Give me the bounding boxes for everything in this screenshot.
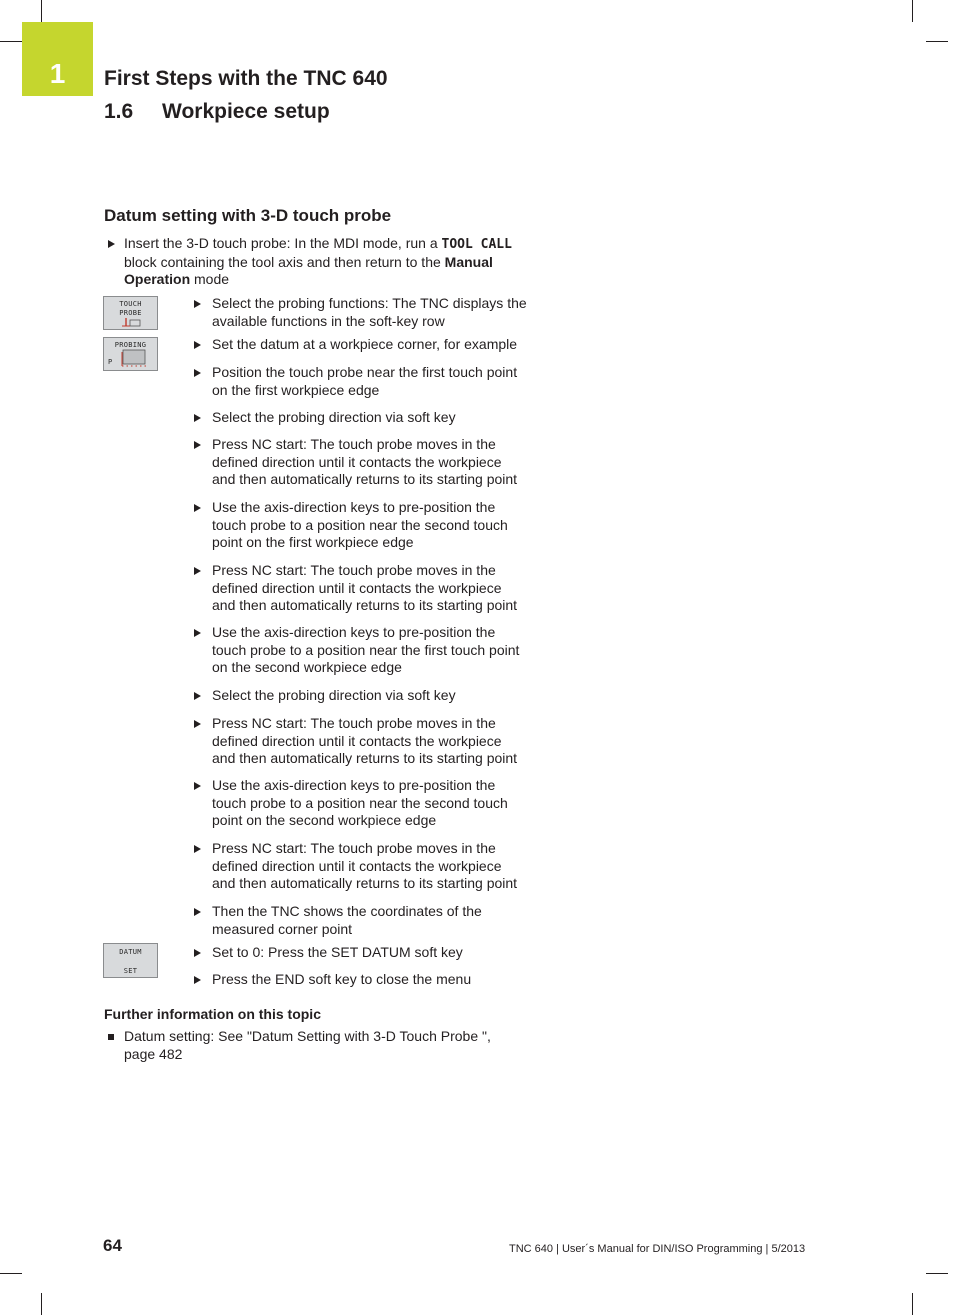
step-item xyxy=(212,971,547,989)
square-bullet-icon xyxy=(108,1034,114,1040)
intro-bold-1: Manual xyxy=(444,253,493,270)
arrow-bullet-icon xyxy=(194,782,201,790)
footer-text: TNC 640 | User´s Manual for DIN/ISO Programming | 5/2013 xyxy=(509,1243,806,1255)
step-line: point on the second workpiece edge xyxy=(212,812,437,828)
step-line: Select the probing functions: The TNC displays the xyxy=(212,295,527,311)
crop-mark xyxy=(926,1273,948,1274)
step-line: and then automatically returns to its starting point xyxy=(212,750,518,766)
softkey-label: PROBE xyxy=(119,309,142,317)
step-line: point on the first workpiece edge xyxy=(212,534,414,550)
arrow-bullet-icon xyxy=(194,341,201,349)
step-item xyxy=(212,295,547,330)
step-item xyxy=(212,624,547,677)
further-info-heading: Further information on this topic xyxy=(104,1006,321,1022)
arrow-bullet-icon xyxy=(194,504,201,512)
step-line: defined direction until it contacts the workpiece xyxy=(212,732,502,749)
step-line: defined direction until it contacts the workpiece xyxy=(212,453,502,470)
crop-mark xyxy=(0,41,22,42)
step-item xyxy=(212,903,547,938)
step-line: on the second workpiece edge xyxy=(212,659,402,675)
step-line: on the first workpiece edge xyxy=(212,381,380,398)
crop-mark xyxy=(41,0,42,22)
intro-step xyxy=(124,235,544,289)
section-title: Workpiece setup xyxy=(162,100,330,123)
further-info-item xyxy=(124,1028,544,1063)
arrow-bullet-icon xyxy=(194,845,201,853)
crop-mark xyxy=(0,1273,22,1274)
softkey-label: DATUM xyxy=(119,948,142,956)
step-line: defined direction until it contacts the workpiece xyxy=(212,579,502,596)
intro-code: TOOL CALL xyxy=(441,237,512,252)
crop-mark xyxy=(926,41,948,42)
step-line: Then the TNC shows the coordinates of the xyxy=(212,903,482,919)
step-item xyxy=(212,364,547,399)
arrow-bullet-icon xyxy=(194,369,201,377)
step-line: Select the probing direction via soft key xyxy=(212,409,456,425)
touch-probe-icon xyxy=(104,317,159,329)
softkey-label: SET xyxy=(123,967,138,975)
step-line: Set to 0: Press the SET DATUM soft key xyxy=(212,944,463,960)
arrow-bullet-icon xyxy=(194,976,201,984)
step-line: Press NC start: The touch probe moves in the xyxy=(212,436,496,452)
step-item xyxy=(212,499,547,552)
touch-probe-softkey[interactable] xyxy=(103,296,158,330)
step-line: touch probe to a position near the second touch xyxy=(212,516,508,533)
page-reference-link[interactable]: page 482 xyxy=(124,1045,183,1062)
arrow-bullet-icon xyxy=(108,240,115,248)
softkey-label: P xyxy=(108,358,113,366)
step-line: defined direction until it contacts the workpiece xyxy=(212,857,502,874)
step-line: and then automatically returns to its starting point xyxy=(212,471,518,487)
probing-corner-icon xyxy=(104,348,159,372)
step-line: Press the END soft key to close the menu xyxy=(212,971,472,987)
chapter-title: First Steps with the TNC 640 xyxy=(104,67,388,90)
step-line: touch probe to a position near the first touch point xyxy=(212,641,520,658)
chapter-number: 1 xyxy=(49,58,66,89)
step-line: Set the datum at a workpiece corner, for example xyxy=(212,336,518,352)
step-item xyxy=(212,944,547,962)
chapter-tab xyxy=(22,22,93,96)
step-line: Press NC start: The touch probe moves in the xyxy=(212,562,496,578)
step-item xyxy=(212,687,547,705)
step-line: Select the probing direction via soft key xyxy=(212,687,456,703)
crop-mark xyxy=(912,0,913,22)
arrow-bullet-icon xyxy=(194,949,201,957)
step-item xyxy=(212,562,547,615)
step-line: Use the axis-direction keys to pre-position the xyxy=(212,624,496,640)
step-line: measured corner point xyxy=(212,920,353,937)
softkey-label: TOUCH xyxy=(119,300,142,308)
probing-softkey[interactable] xyxy=(103,337,158,371)
step-item xyxy=(212,436,547,489)
intro-text-1: Insert the 3-D touch probe: In the MDI mode, run a xyxy=(124,235,442,251)
step-item xyxy=(212,840,547,893)
step-item xyxy=(212,336,547,354)
crop-mark xyxy=(41,1293,42,1315)
arrow-bullet-icon xyxy=(194,300,201,308)
arrow-bullet-icon xyxy=(194,414,201,422)
step-line: touch probe to a position near the second touch xyxy=(212,794,508,811)
step-line: and then automatically returns to its starting point xyxy=(212,875,518,891)
further-info-line: Datum setting: See "Datum Setting with 3-D Touch Probe ", xyxy=(124,1028,491,1044)
step-line: Press NC start: The touch probe moves in the xyxy=(212,715,496,731)
step-item xyxy=(212,409,547,427)
intro-bold-2: Operation xyxy=(124,271,191,287)
arrow-bullet-icon xyxy=(194,441,201,449)
arrow-bullet-icon xyxy=(194,567,201,575)
section-heading: Datum setting with 3-D touch probe xyxy=(104,206,392,225)
section-number: 1.6 xyxy=(104,100,134,123)
step-line: available functions in the soft-key row xyxy=(212,312,445,329)
arrow-bullet-icon xyxy=(194,629,201,637)
datum-set-softkey[interactable] xyxy=(103,943,158,978)
step-line: and then automatically returns to its starting point xyxy=(212,597,518,613)
step-line: Use the axis-direction keys to pre-position the xyxy=(212,499,496,515)
step-item xyxy=(212,777,547,830)
step-line: Use the axis-direction keys to pre-position the xyxy=(212,777,496,793)
crop-mark xyxy=(912,1293,913,1315)
step-line: Position the touch probe near the first touch point xyxy=(212,364,518,380)
step-line: Press NC start: The touch probe moves in the xyxy=(212,840,496,856)
arrow-bullet-icon xyxy=(194,720,201,728)
intro-text-2: block containing the tool axis and then return to the xyxy=(124,253,445,270)
arrow-bullet-icon xyxy=(194,908,201,916)
page-number: 64 xyxy=(103,1236,122,1255)
arrow-bullet-icon xyxy=(194,692,201,700)
intro-text-3: mode xyxy=(190,271,230,287)
softkey-label: PROBING xyxy=(114,341,147,349)
step-item xyxy=(212,715,547,768)
